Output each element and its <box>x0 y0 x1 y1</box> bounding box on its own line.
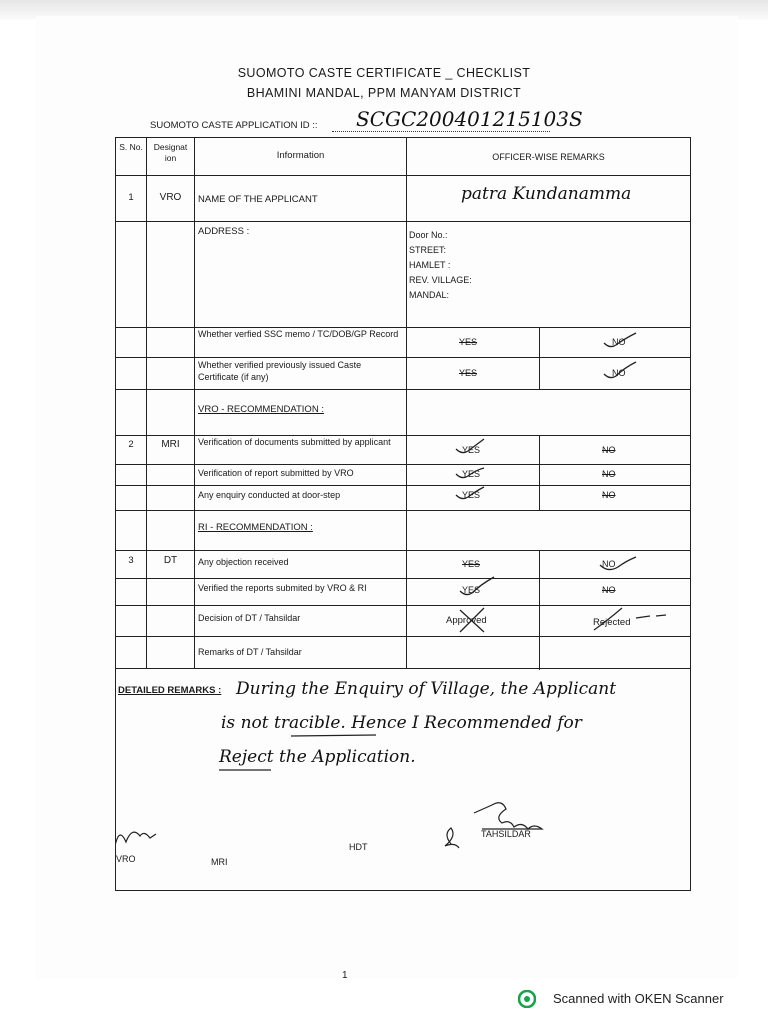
mri-q2-yes: YES <box>462 469 481 479</box>
mri-q3-yes: YES <box>462 490 481 500</box>
address-door-no: Door No.: <box>409 230 448 240</box>
tick-rejected <box>594 608 666 630</box>
remarks-line-3: Reject the Application. <box>219 747 416 767</box>
vro-q2: Whether verified previously issued Caste Certificate (if any) <box>198 360 362 382</box>
address-rev-village: REV. VILLAGE: <box>409 275 472 285</box>
header-information: Information <box>276 150 325 161</box>
dt-designation: DT <box>163 555 178 566</box>
dt-q2: Verified the reports submited by VRO & RI <box>198 583 367 593</box>
application-id-value: SCGC200401215103S <box>356 107 583 131</box>
dt-q2-yes: YES <box>462 585 481 595</box>
applicant-name-label: NAME OF THE APPLICANT <box>198 194 318 205</box>
tahsildar-signature <box>474 803 542 829</box>
remarks-line-1: During the Enquiry of Village, the Applicant <box>236 679 617 699</box>
mri-q2: Verification of report submitted by VRO <box>198 468 354 478</box>
mri-q3-no: NO <box>602 490 616 500</box>
vro-signature-label: VRO <box>116 854 136 864</box>
dt-q2-no: NO <box>602 585 616 595</box>
address-hamlet: HAMLET : <box>409 260 451 270</box>
oken-scanner-logo-icon <box>518 990 536 1008</box>
mri-designation: MRI <box>161 439 180 450</box>
tick-mri-q2-yes <box>456 468 484 478</box>
header-designation: Designat ion <box>153 142 188 163</box>
tick-marks <box>116 138 690 668</box>
dt-q4: Remarks of DT / Tahsildar <box>198 647 302 657</box>
applicant-name-value: patra Kundanamma <box>461 184 632 204</box>
vro-q1: Whether verfied SSC memo / TC/DOB/GP Record <box>198 329 399 339</box>
mri-q1-no: NO <box>602 445 616 455</box>
tick-mri-q3-yes <box>456 487 484 499</box>
dt-q3: Decision of DT / Tahsildar <box>198 613 301 623</box>
tick-vro-q2-no <box>604 362 636 378</box>
mri-q2-no: NO <box>602 469 616 479</box>
page-number: 1 <box>342 970 348 981</box>
header-sno: S. No. <box>119 142 143 152</box>
cross-approved <box>460 608 484 632</box>
mri-q1-yes: YES <box>462 445 481 455</box>
tahsildar-signature-label: TAHSILDAR <box>481 829 531 839</box>
document-subtitle: BHAMINI MANDAL, PPM MANYAM DISTRICT <box>246 86 522 100</box>
hdt-signature-label: HDT <box>349 842 368 852</box>
vro-q2-no: NO <box>612 368 626 378</box>
header-officer-remarks: OFFICER-WISE REMARKS <box>492 152 605 162</box>
dt-q1-no: NO <box>602 559 616 569</box>
vro-sno: 1 <box>128 192 134 203</box>
dt-q1-yes: YES <box>462 559 481 569</box>
application-id-label: SUOMOTO CASTE APPLICATION ID :: <box>150 120 318 131</box>
scanner-watermark-text: Scanned with OKEN Scanner <box>553 991 724 1006</box>
dt-approved: Approved <box>446 615 487 626</box>
mri-signature-label: MRI <box>211 857 228 867</box>
mri-q1: Verification of documents submitted by applicant <box>198 437 391 447</box>
tick-mri-q1-yes <box>456 439 484 453</box>
hdt-signature <box>445 828 459 848</box>
dt-sno: 3 <box>128 555 134 566</box>
tick-dt-q1-no <box>600 557 636 570</box>
tick-vro-q1-no <box>604 333 636 347</box>
address-mandal: MANDAL: <box>409 290 450 300</box>
detailed-remarks-box <box>115 669 691 891</box>
mri-q3: Any enquiry conducted at door-step <box>198 490 341 500</box>
ri-recommendation: RI - RECOMMENDATION : <box>198 522 313 533</box>
vro-q2-yes: YES <box>459 368 478 378</box>
vro-q1-no: NO <box>612 337 626 347</box>
document-title: SUOMOTO CASTE CERTIFICATE _ CHECKLIST <box>237 66 531 80</box>
application-id-dotted-line <box>332 131 550 132</box>
vro-signature <box>116 832 156 844</box>
dt-q1: Any objection received <box>198 557 289 567</box>
tick-dt-q2-yes <box>460 577 494 595</box>
vro-recommendation: VRO - RECOMMENDATION : <box>198 404 324 415</box>
remarks-line-2: is not tracible. Hence I Recommended for <box>221 713 582 733</box>
checklist-table <box>115 137 691 669</box>
mri-sno: 2 <box>128 439 134 450</box>
vro-designation: VRO <box>159 192 182 203</box>
vro-q1-yes: YES <box>459 337 478 347</box>
address-street: STREET: <box>409 245 447 255</box>
dt-rejected: Rejected <box>593 617 631 628</box>
address-label: ADDRESS : <box>198 226 250 237</box>
signature-scribbles <box>116 789 690 869</box>
detailed-remarks-label: DETAILED REMARKS : <box>118 685 222 696</box>
